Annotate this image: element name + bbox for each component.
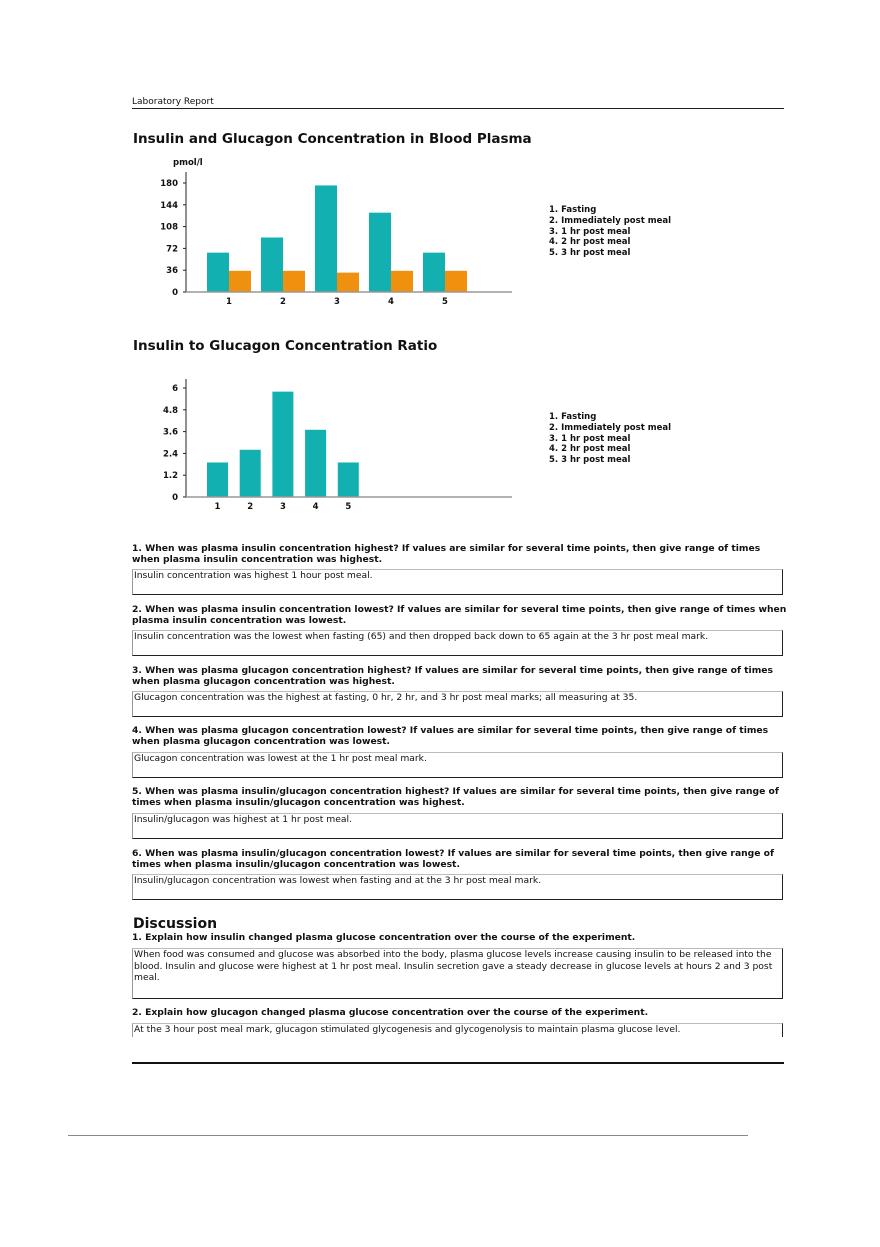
y-tick-label: 36 (166, 266, 178, 277)
chart-ratio (0, 0, 880, 520)
legend-item: 2. Immediately post meal (549, 422, 671, 433)
answer-6[interactable]: Insulin/glucagon concentration was lowest when fasting and at the 3 hr post meal mark. (132, 874, 783, 900)
chart1-title: Insulin and Glucagon Concentration in Blood Plasma (133, 131, 532, 147)
x-tick-label: 3 (279, 502, 286, 512)
answer-1[interactable]: Insulin concentration was highest 1 hour post meal. (132, 569, 783, 595)
y-tick-label: 72 (166, 244, 178, 255)
y-tick-label: 144 (160, 200, 178, 211)
x-tick-label: 1 (214, 502, 221, 512)
discussion-question-2: 2. Explain how glucagon changed plasma glucose concentration over the course of the experiment. (132, 1007, 649, 1018)
bar-ratio-2 (240, 450, 261, 497)
legend-item: 5. 3 hr post meal (549, 248, 631, 259)
x-tick-label: 3 (334, 297, 340, 307)
discussion-heading: Discussion (133, 916, 218, 932)
x-tick-label: 2 (280, 297, 286, 307)
discussion-answer-1[interactable]: When food was consumed and glucose was absorbed into the body, plasma glucose levels increase causing insulin to be released into the blood. Insulin and glucose were highest at 1 hr post meal. Insulin secretion gave a steady decrease in glucose levels at hours 2 and 3 post meal. (132, 948, 783, 999)
bar-ratio-5 (338, 462, 359, 497)
answer-4[interactable]: Glucagon concentration was lowest at the 1 hr post meal mark. (132, 752, 783, 778)
x-tick-label: 4 (312, 502, 319, 512)
x-tick-label: 1 (226, 297, 232, 307)
question-4: 4. When was plasma glucagon concentration lowest? If values are similar for several time points, then give range of times when plasma glucagon concentration was lowest. (132, 725, 769, 747)
page-bottom-line (68, 1135, 748, 1136)
y-tick-label: 3.6 (162, 427, 178, 438)
answer-5[interactable]: Insulin/glucagon was highest at 1 hr post meal. (132, 813, 783, 839)
discussion-question-1: 1. Explain how insulin changed plasma glucose concentration over the course of the experiment. (132, 932, 636, 943)
answer-2[interactable]: Insulin concentration was the lowest when fasting (65) and then dropped back down to 65 again at the 3 hr post meal mark. (132, 630, 783, 656)
question-6: 6. When was plasma insulin/glucagon concentration lowest? If values are similar for several time points, then give range of times when plasma insulin/glucagon concentration was lowest. (132, 848, 774, 870)
y-tick-label: 0 (172, 493, 178, 503)
y-axis-label: pmol/l (173, 158, 203, 168)
x-tick-label: 2 (247, 502, 254, 512)
bar-ratio-1 (207, 462, 228, 497)
legend-item: 1. Fasting (549, 205, 597, 215)
y-tick-label: 1.2 (162, 471, 178, 482)
legend-item: 3. 1 hr post meal (549, 433, 631, 444)
chart2-title: Insulin to Glucagon Concentration Ratio (133, 338, 438, 354)
y-tick-label: 108 (160, 222, 178, 233)
x-tick-label: 5 (345, 502, 352, 512)
report-header: Laboratory Report (132, 97, 214, 107)
legend-item: 3. 1 hr post meal (549, 226, 631, 237)
bar-ratio-3 (272, 392, 293, 497)
y-tick-label: 4.8 (162, 405, 178, 416)
bar-ratio-4 (305, 430, 326, 497)
question-5: 5. When was plasma insulin/glucagon concentration highest? If values are similar for several time points, then give range of times when plasma insulin/glucagon concentration was highest. (132, 786, 779, 808)
legend-item: 2. Immediately post meal (549, 215, 671, 226)
y-tick-label: 180 (160, 179, 178, 189)
question-3: 3. When was plasma glucagon concentration highest? If values are similar for several time points, then give range of times when plasma glucagon concentration was highest. (132, 665, 773, 687)
y-tick-label: 6 (172, 384, 178, 394)
legend-item: 1. Fasting (549, 412, 597, 422)
y-tick-label: 0 (172, 288, 178, 298)
question-2: 2. When was plasma insulin concentration lowest? If values are similar for several time points, then give range of times when plasma insulin concentration was lowest. (132, 604, 787, 626)
legend-item: 4. 2 hr post meal (549, 237, 631, 248)
legend-item: 4. 2 hr post meal (549, 444, 631, 455)
x-tick-label: 5 (442, 297, 448, 307)
answer-3[interactable]: Glucagon concentration was the highest at fasting, 0 hr, 2 hr, and 3 hr post meal marks; all measuring at 35. (132, 691, 783, 717)
discussion-answer-2[interactable]: At the 3 hour post meal mark, glucagon stimulated glycogenesis and glycogenolysis to maintain plasma glucose level. (132, 1023, 783, 1037)
x-tick-label: 4 (388, 297, 394, 307)
footer-divider (132, 1062, 784, 1064)
chart2-legend (549, 412, 671, 466)
legend-item: 5. 3 hr post meal (549, 455, 631, 466)
y-tick-label: 2.4 (162, 449, 178, 460)
question-1: 1. When was plasma insulin concentration highest? If values are similar for several time points, then give range of times when plasma insulin concentration was highest. (132, 543, 761, 565)
